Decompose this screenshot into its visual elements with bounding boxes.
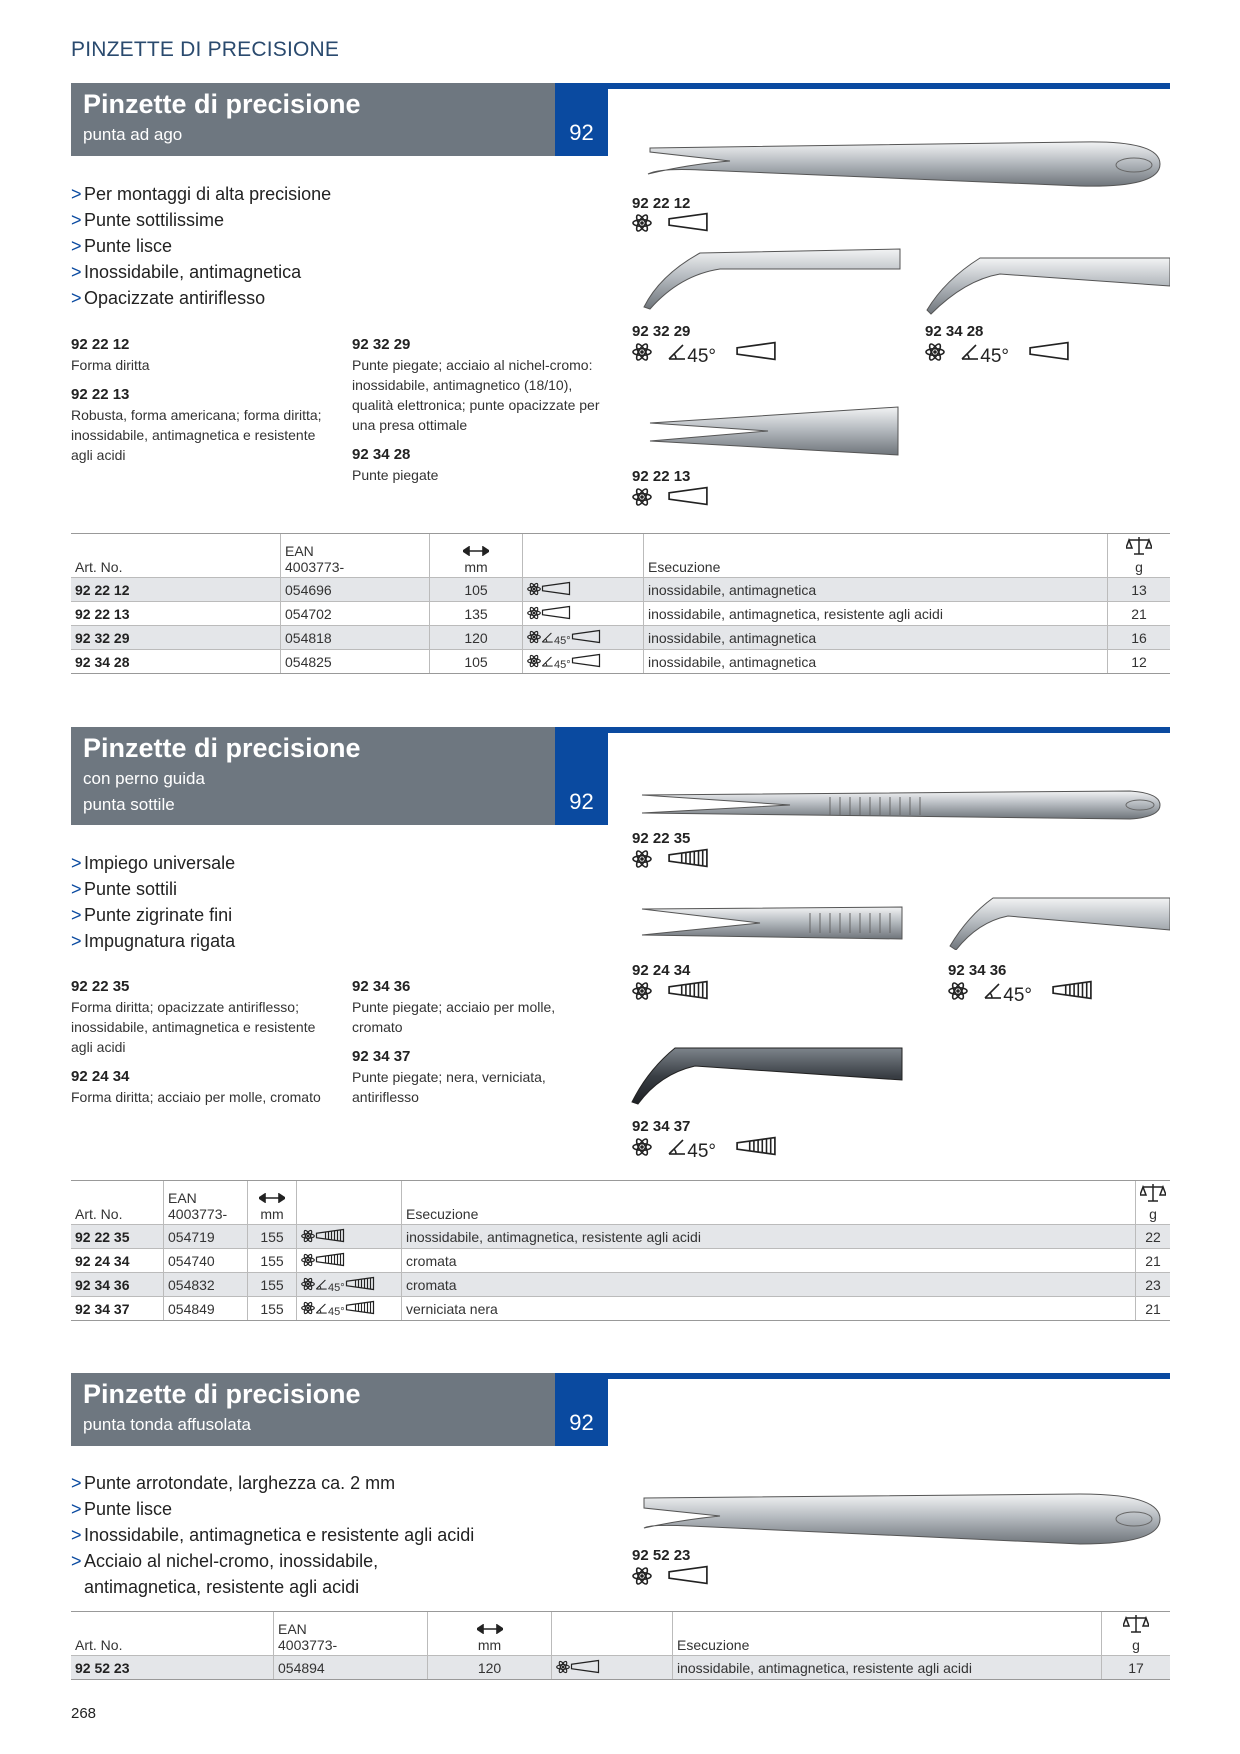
cell-art: 92 52 23 xyxy=(71,1656,274,1680)
cell-g: 21 xyxy=(1136,1297,1171,1321)
tweezers-image xyxy=(948,890,1170,950)
atom-icon xyxy=(527,654,541,668)
cell-mm: 155 xyxy=(248,1273,297,1297)
tweezers-image xyxy=(640,903,905,943)
smooth-tip-icon xyxy=(667,211,709,233)
symbols xyxy=(632,979,709,1007)
cell-symbols xyxy=(523,578,644,602)
feature-item: > Per montaggi di alta precisione xyxy=(71,181,331,207)
feature-item: > Punte sottili xyxy=(71,876,235,902)
angle-label: 45° xyxy=(328,1281,345,1294)
cell-mm: 105 xyxy=(430,578,523,602)
section-1-features xyxy=(71,181,331,311)
col-symbols xyxy=(523,534,644,578)
col-art: Art. No. xyxy=(71,534,281,578)
cell-art: 92 24 34 xyxy=(71,1249,164,1273)
section-1-spec-table xyxy=(71,533,1170,674)
cell-exec: inossidabile, antimagnetica, resistente agli acidi xyxy=(644,602,1108,626)
cell-exec: inossidabile, antimagnetica, resistente agli acidi xyxy=(673,1656,1102,1680)
image-label: 92 22 35 xyxy=(632,830,691,847)
desc-code: 92 34 36 xyxy=(352,978,411,995)
atom-icon xyxy=(632,1566,652,1586)
angle-icon xyxy=(541,631,554,644)
mm-label: mm xyxy=(464,559,488,575)
section-1-desc-right xyxy=(352,335,612,485)
table-row xyxy=(71,626,1170,650)
cell-symbols xyxy=(523,602,644,626)
atom-icon xyxy=(632,342,652,362)
angle-label: 45° xyxy=(687,1141,717,1162)
cell-ean: 054818 xyxy=(281,626,430,650)
table-row xyxy=(71,602,1170,626)
atom-icon xyxy=(948,981,968,1001)
feature-item: > Inossidabile, antimagnetica e resistente agli acidi xyxy=(71,1522,491,1548)
col-ean xyxy=(274,1612,428,1656)
desc-text: Forma diritta; opacizzate antiriflesso; inossidabile, antimagnetica e resistente agli acidi xyxy=(71,999,316,1055)
page-number: 268 xyxy=(71,1705,97,1722)
atom-icon xyxy=(527,582,541,596)
cell-ean: 054696 xyxy=(281,578,430,602)
cell-exec: inossidabile, antimagnetica xyxy=(644,578,1108,602)
desc-text: Punte piegate; nera, verniciata, antiriflesso xyxy=(352,1069,546,1105)
tweezers-image xyxy=(640,785,1170,825)
cell-mm: 105 xyxy=(430,650,523,674)
desc-code: 92 34 28 xyxy=(352,446,411,463)
section-1-blue-rule xyxy=(608,83,1170,89)
cell-ean: 054740 xyxy=(164,1249,248,1273)
length-arrows-icon xyxy=(477,1624,503,1634)
section-1-desc-left xyxy=(71,335,326,465)
tweezers-image xyxy=(630,1040,905,1105)
image-label: 92 52 23 xyxy=(632,1547,691,1564)
angle-icon xyxy=(983,981,1003,1001)
atom-icon xyxy=(632,487,652,507)
cell-exec: inossidabile, antimagnetica xyxy=(644,626,1108,650)
smooth-tip-icon xyxy=(1028,340,1070,362)
cell-ean: 054825 xyxy=(281,650,430,674)
col-length xyxy=(430,534,523,578)
atom-icon xyxy=(632,1137,652,1157)
serrated-tip-icon xyxy=(315,1228,345,1243)
cell-g: 22 xyxy=(1136,1225,1171,1249)
ean-prefix: 4003773- xyxy=(168,1206,228,1222)
section-3-features xyxy=(71,1470,491,1600)
symbols xyxy=(632,847,709,875)
cell-g: 12 xyxy=(1108,650,1171,674)
col-ean xyxy=(164,1181,248,1225)
table-row xyxy=(71,1225,1170,1249)
feature-item: > Punte lisce xyxy=(71,233,331,259)
section-2-spec-table xyxy=(71,1180,1170,1321)
section-2-number: 92 xyxy=(555,727,608,825)
cell-ean: 054719 xyxy=(164,1225,248,1249)
angle-label: 45° xyxy=(328,1305,345,1318)
smooth-tip-icon xyxy=(735,340,777,362)
section-2-desc-left xyxy=(71,977,326,1107)
col-length xyxy=(428,1612,552,1656)
image-label: 92 34 37 xyxy=(632,1118,691,1135)
cell-g: 13 xyxy=(1108,578,1171,602)
feature-item: > Punte zigrinate fini xyxy=(71,902,235,928)
cell-art: 92 34 28 xyxy=(71,650,281,674)
desc-text: Punte piegate; acciaio per molle, cromato xyxy=(352,999,556,1035)
atom-icon xyxy=(527,606,541,620)
image-label: 92 24 34 xyxy=(632,962,691,979)
cell-mm: 135 xyxy=(430,602,523,626)
col-symbols xyxy=(297,1181,402,1225)
section-2-desc-right xyxy=(352,977,602,1107)
col-exec: Esecuzione xyxy=(673,1612,1102,1656)
cell-art: 92 22 12 xyxy=(71,578,281,602)
cell-art: 92 22 35 xyxy=(71,1225,164,1249)
cell-art: 92 34 36 xyxy=(71,1273,164,1297)
smooth-tip-icon xyxy=(571,653,601,668)
cell-art: 92 22 13 xyxy=(71,602,281,626)
table-row xyxy=(71,1273,1170,1297)
symbols xyxy=(632,1135,777,1163)
tweezers-image xyxy=(640,130,1170,200)
cell-exec: verniciata nera xyxy=(402,1297,1136,1321)
image-label: 92 32 29 xyxy=(632,323,691,340)
section-2-features xyxy=(71,850,235,954)
desc-text: Forma diritta; acciaio per molle, cromato xyxy=(71,1089,321,1105)
length-arrows-icon xyxy=(259,1193,285,1203)
symbols xyxy=(632,211,709,239)
atom-icon xyxy=(632,213,652,233)
section-2-title: Pinzette di precisione xyxy=(83,733,361,763)
desc-code: 92 34 37 xyxy=(352,1048,411,1065)
cell-symbols xyxy=(297,1249,402,1273)
angle-icon xyxy=(541,655,554,668)
angle-label: 45° xyxy=(554,658,571,671)
angle-label: 45° xyxy=(687,346,717,367)
col-art: Art. No. xyxy=(71,1181,164,1225)
atom-icon xyxy=(301,1277,315,1291)
section-1-title: Pinzette di precisione xyxy=(83,89,361,119)
cell-art: 92 34 37 xyxy=(71,1297,164,1321)
section-3-spec-table xyxy=(71,1611,1170,1680)
section-3-number: 92 xyxy=(555,1373,608,1446)
tweezers-image xyxy=(640,245,905,315)
angle-icon xyxy=(315,1278,328,1291)
col-weight xyxy=(1102,1612,1171,1656)
section-1-number: 92 xyxy=(555,83,608,156)
serrated-tip-icon xyxy=(345,1276,375,1291)
tweezers-image xyxy=(925,252,1170,317)
col-ean xyxy=(281,534,430,578)
angle-icon xyxy=(315,1302,328,1315)
section-3-header xyxy=(71,1373,608,1446)
section-3-subtitle: punta tonda affusolata xyxy=(83,1415,251,1434)
col-exec: Esecuzione xyxy=(402,1181,1136,1225)
symbols xyxy=(948,979,1093,1007)
smooth-tip-icon xyxy=(667,1564,709,1586)
serrated-tip-icon xyxy=(1051,979,1093,1001)
desc-text: Punte piegate xyxy=(352,467,439,483)
image-label: 92 34 28 xyxy=(925,323,984,340)
length-arrows-icon xyxy=(463,546,489,556)
atom-icon xyxy=(925,342,945,362)
mm-label: mm xyxy=(477,1637,502,1653)
symbols xyxy=(632,1564,709,1592)
feature-item: > Punte arrotondate, larghezza ca. 2 mm xyxy=(71,1470,491,1496)
col-exec: Esecuzione xyxy=(644,534,1108,578)
section-2-header xyxy=(71,727,608,825)
angle-label: 45° xyxy=(554,634,571,647)
serrated-tip-icon xyxy=(345,1300,375,1315)
scale-icon xyxy=(1123,1614,1149,1634)
angle-label: 45° xyxy=(980,346,1010,367)
page-header: PINZETTE DI PRECISIONE xyxy=(71,38,340,61)
table-row xyxy=(71,1249,1170,1273)
desc-text: Forma diritta xyxy=(71,357,150,373)
feature-item: > Punte sottilissime xyxy=(71,207,331,233)
scale-icon xyxy=(1140,1183,1166,1203)
cell-symbols xyxy=(297,1297,402,1321)
col-weight xyxy=(1108,534,1171,578)
atom-icon xyxy=(301,1229,315,1243)
col-length xyxy=(248,1181,297,1225)
smooth-tip-icon xyxy=(570,1659,600,1674)
cell-mm: 120 xyxy=(430,626,523,650)
desc-code: 92 22 12 xyxy=(71,336,130,353)
smooth-tip-icon xyxy=(667,485,709,507)
cell-g: 17 xyxy=(1102,1656,1171,1680)
serrated-tip-icon xyxy=(315,1252,345,1267)
section-3-title: Pinzette di precisione xyxy=(83,1379,361,1409)
section-3-blue-rule xyxy=(608,1373,1170,1379)
table-row xyxy=(71,1297,1170,1321)
smooth-tip-icon xyxy=(571,629,601,644)
feature-item: > Inossidabile, antimagnetica xyxy=(71,259,331,285)
desc-text: Robusta, forma americana; forma diritta; inossidabile, antimagnetica e resistente agli acidi xyxy=(71,407,322,463)
cell-exec: cromata xyxy=(402,1273,1136,1297)
atom-icon xyxy=(301,1301,315,1315)
feature-item: > Impugnatura rigata xyxy=(71,928,235,954)
cell-g: 21 xyxy=(1108,602,1171,626)
section-2-subtitle2: punta sottile xyxy=(83,795,175,814)
symbols xyxy=(632,340,777,368)
cell-art: 92 32 29 xyxy=(71,626,281,650)
table-row xyxy=(71,1656,1170,1680)
image-label: 92 22 13 xyxy=(632,468,691,485)
image-label: 92 22 12 xyxy=(632,195,691,212)
cell-symbols xyxy=(297,1273,402,1297)
cell-g: 23 xyxy=(1136,1273,1171,1297)
cell-symbols xyxy=(297,1225,402,1249)
section-2-subtitle: con perno guida xyxy=(83,769,205,788)
cell-ean: 054832 xyxy=(164,1273,248,1297)
desc-code: 92 22 35 xyxy=(71,978,130,995)
cell-ean: 054894 xyxy=(274,1656,428,1680)
cell-ean: 054702 xyxy=(281,602,430,626)
g-label: g xyxy=(1132,1637,1140,1653)
angle-icon xyxy=(667,1137,687,1157)
cell-ean: 054849 xyxy=(164,1297,248,1321)
section-1-header xyxy=(71,83,608,156)
ean-label: EAN xyxy=(278,1621,307,1637)
section-2-blue-rule xyxy=(608,727,1170,733)
cell-mm: 155 xyxy=(248,1297,297,1321)
feature-item: > Acciaio al nichel-cromo, inossidabile, antimagnetica, resistente agli acidi xyxy=(71,1548,491,1600)
tweezers-image xyxy=(648,405,903,460)
cell-exec: cromata xyxy=(402,1249,1136,1273)
image-label: 92 34 36 xyxy=(948,962,1007,979)
cell-symbols xyxy=(552,1656,673,1680)
serrated-tip-icon xyxy=(667,979,709,1001)
smooth-tip-icon xyxy=(541,605,571,620)
smooth-tip-icon xyxy=(541,581,571,596)
cell-symbols xyxy=(523,626,644,650)
col-symbols xyxy=(552,1612,673,1656)
cell-exec: inossidabile, antimagnetica, resistente agli acidi xyxy=(402,1225,1136,1249)
atom-icon xyxy=(632,849,652,869)
table-row xyxy=(71,578,1170,602)
atom-icon xyxy=(632,981,652,1001)
serrated-tip-icon xyxy=(735,1135,777,1157)
angle-label: 45° xyxy=(1003,985,1033,1006)
atom-icon xyxy=(556,1660,570,1674)
desc-code: 92 32 29 xyxy=(352,336,411,353)
cell-exec: inossidabile, antimagnetica xyxy=(644,650,1108,674)
col-art: Art. No. xyxy=(71,1612,274,1656)
feature-item: > Opacizzate antiriflesso xyxy=(71,285,331,311)
ean-prefix: 4003773- xyxy=(285,559,345,575)
table-row xyxy=(71,650,1170,674)
tweezers-image xyxy=(640,1486,1170,1556)
desc-code: 92 22 13 xyxy=(71,386,130,403)
mm-label: mm xyxy=(260,1206,284,1222)
desc-text: Punte piegate; acciaio al nichel-cromo: inossidabile, antimagnetico (18/10), qualità elettronica; punte opacizzate per una presa ottimale xyxy=(352,357,600,433)
cell-mm: 155 xyxy=(248,1225,297,1249)
feature-item: > Punte lisce xyxy=(71,1496,491,1522)
ean-label: EAN xyxy=(168,1190,197,1206)
g-label: g xyxy=(1149,1206,1157,1222)
col-weight xyxy=(1136,1181,1171,1225)
atom-icon xyxy=(301,1253,315,1267)
section-1-subtitle: punta ad ago xyxy=(83,125,183,144)
ean-prefix: 4003773- xyxy=(278,1637,338,1653)
cell-g: 16 xyxy=(1108,626,1171,650)
feature-item: > Impiego universale xyxy=(71,850,235,876)
atom-icon xyxy=(527,630,541,644)
angle-icon xyxy=(960,342,980,362)
symbols xyxy=(925,340,1070,368)
cell-g: 21 xyxy=(1136,1249,1171,1273)
cell-mm: 155 xyxy=(248,1249,297,1273)
g-label: g xyxy=(1135,559,1143,575)
cell-mm: 120 xyxy=(428,1656,552,1680)
desc-code: 92 24 34 xyxy=(71,1068,130,1085)
ean-label: EAN xyxy=(285,543,314,559)
angle-icon xyxy=(667,342,687,362)
serrated-tip-icon xyxy=(667,847,709,869)
cell-symbols xyxy=(523,650,644,674)
scale-icon xyxy=(1126,536,1152,556)
symbols xyxy=(632,485,709,513)
